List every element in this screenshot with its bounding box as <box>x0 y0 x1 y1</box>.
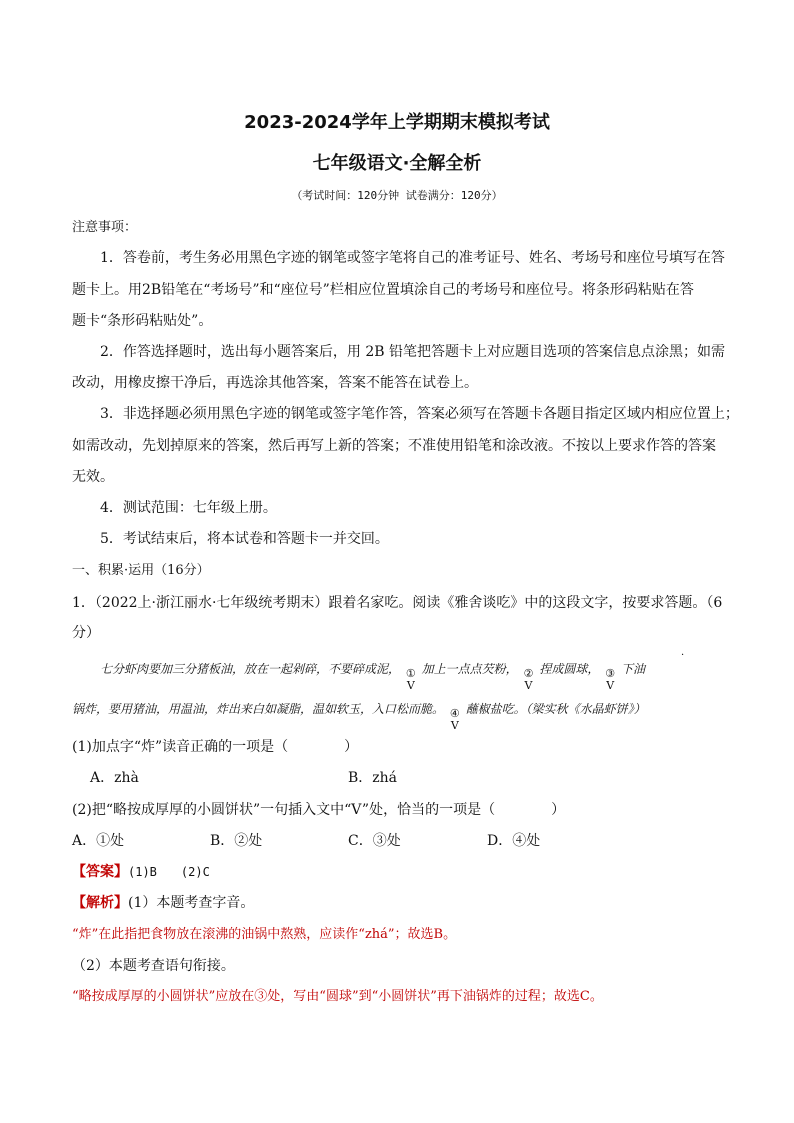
sub2-option-a: A．①处 <box>72 833 125 849</box>
passage-text: 下油 <box>621 662 646 676</box>
notice-item-2-line-2: 改动，用橡皮擦干净后，再选涂其他答案，答案不能答在试卷上。 <box>72 375 478 391</box>
passage-text: 捏成圆球， <box>539 662 600 676</box>
question-stem-line-1: 1．（2022上·浙江丽水·七年级统考期末）跟着名家吃。阅读《雅舍谈吃》中的这段文字，按要求答题。（6 <box>72 595 723 611</box>
notice-item-1-line-1: 1．答卷前，考生务必用黑色字迹的钢笔或签字笔将自己的准考证号、姓名、考场号和座位号填写在答 <box>100 250 725 266</box>
passage-text: 加上一点点芡粉， <box>421 662 518 676</box>
analysis-red-2: “略按成厚厚的小圆饼状”应放在③处，写由“圆球”到“小圆饼状”再下油锅炸的过程；故选C。 <box>72 989 603 1004</box>
passage-text: 七分虾肉要加三分猪板油，放在一起剁碎，不要碎成泥， <box>100 662 401 676</box>
notice-item-3-line-1: 3．非选择题必须用黑色字迹的钢笔或签字笔作答，答案必须写在答题卡各题目指定区域内相应位置上； <box>100 406 739 422</box>
passage-text: 蘸椒盐吃。（梁实秋《水晶虾饼》） <box>465 702 646 716</box>
sub1-option-a: A．zhà <box>90 770 139 786</box>
sub1-option-b: B．zhá <box>348 770 398 786</box>
sub2-option-b: B．②处 <box>210 833 263 849</box>
analysis-text-2: （2）本题考查语句衔接。 <box>72 958 235 974</box>
section-heading: 一、积累·运用（16分） <box>72 563 210 578</box>
notice-item-5: 5．考试结束后，将本试卷和答题卡一并交回。 <box>100 531 389 547</box>
analysis-text-1: (1）本题考查字音。 <box>128 895 255 911</box>
analysis-label: 【解析】 <box>72 895 128 911</box>
passage-text: 锅炸，要用猪油，用温油，炸出来白如凝脂，温如软玉，入口松而脆。 <box>72 702 445 716</box>
notice-item-1-line-3: 题卡“条形码粘贴处”。 <box>72 313 213 329</box>
exam-subtitle: 七年级语文·全解全析 <box>312 153 482 174</box>
sub-question-1: (1)加点字“炸”读音正确的一项是（ ） <box>72 739 359 755</box>
analysis-red-1: “炸”在此指把食物放在滚沸的油锅中熬熟，应读作“zhá”；故选B。 <box>72 927 457 942</box>
answer-text: (1)B (2)C <box>128 865 210 879</box>
notice-item-4: 4．测试范围：七年级上册。 <box>100 500 277 516</box>
question-stem-line-2: 分） <box>72 625 100 641</box>
notice-heading: 注意事项： <box>72 220 138 235</box>
sub2-option-c: C．③处 <box>348 833 401 849</box>
notice-item-2-line-1: 2．作答选择题时，选出每小题答案后，用 2B 铅笔把答题卡上对应题目选项的答案信息点涂黑；如需 <box>100 344 726 360</box>
notice-item-3-line-2: 如需改动，先划掉原来的答案，然后再写上新的答案；不准使用铅笔和涂改液。不按以上要求作答的答案 <box>72 438 716 454</box>
sub-question-2: (2)把“略按成厚厚的小圆饼状”一句插入文中“V”处，恰当的一项是（ ） <box>72 802 566 818</box>
answer-line <box>72 862 724 882</box>
notice-item-1-line-2: 题卡上。用2B铅笔在“考场号”和“座位号”栏相应位置填涂自己的考场号和座位号。将条形码粘贴在答 <box>72 282 694 298</box>
passage-line-2: 锅炸，要用猪油，用温油，炸出来白如凝脂，温如软玉，入口松而脆。 ④ V 蘸椒盐吃。（梁实秋《水晶虾饼》） <box>72 702 646 732</box>
notice-item-3-line-3: 无效。 <box>72 469 114 485</box>
sub2-option-d: D．④处 <box>487 833 541 849</box>
exam-meta: （考试时间：120分钟 试卷满分：120分） <box>291 189 503 202</box>
analysis-line <box>72 893 724 913</box>
exam-title: 2023-2024学年上学期期末模拟考试 <box>244 112 550 133</box>
passage-line-1: 七分虾肉要加三分猪板油，放在一起剁碎，不要碎成泥， ① V 加上一点点芡粉， ② V 捏成圆球， ③ V 下油 <box>100 662 646 692</box>
answer-label: 【答案】 <box>72 864 128 880</box>
emphasis-dot: · <box>681 650 685 661</box>
